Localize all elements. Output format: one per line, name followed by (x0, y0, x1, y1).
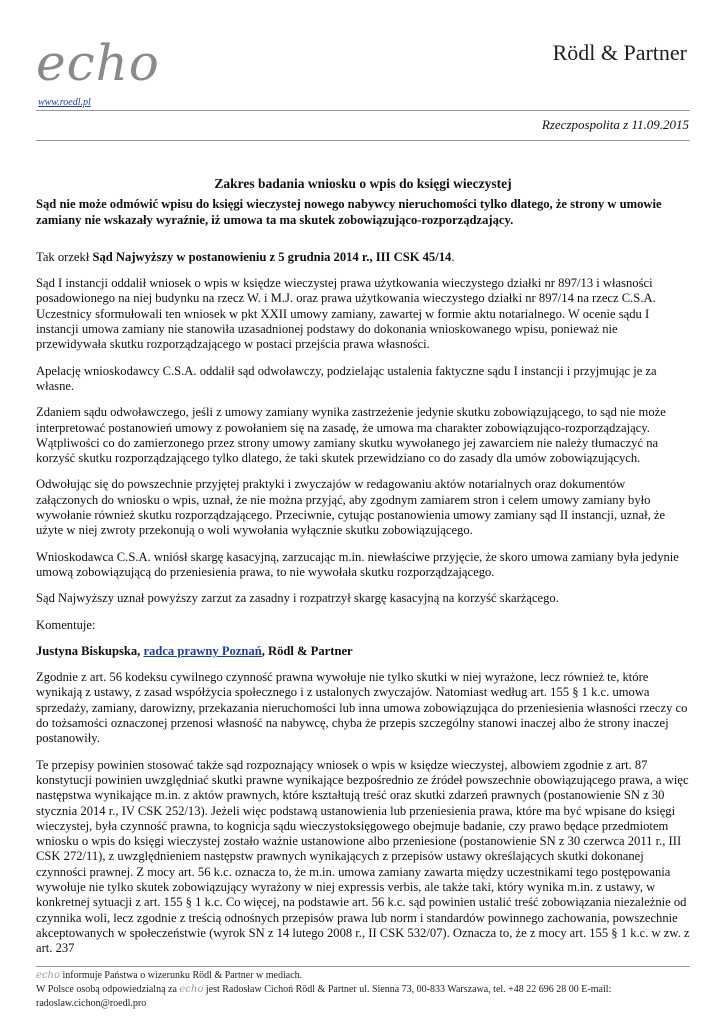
paragraph: Sąd I instancji oddalił wniosek o wpis w księdze wieczystej prawa użytkowania wieczystego działki nr 897/13 i własności posadowionego na niej budynku na rzecz W. i M.J. oraz prawa użytkowania wieczystego działki nr 897/14 na rzecz C.S.A. Uczestnicy sformułowali ten wniosek w pkt XXII umowy zamiany, zawartej w formie aktu notarialnego. W ocenie sądu I instancji umowa zamiany nie stanowiła uzasadnionej podstawy do dokonania wnioskowanego wpisu, ponieważ nie przewidywała skutku rozporządzającego w postaci przejścia prawa własności. (36, 276, 656, 352)
paragraph: Zdaniem sądu odwoławczego, jeśli z umowy zamiany wynika zastrzeżenie jedynie skutku zobowiązującego, to sąd nie może interpretować postanowień umowy z powołaniem się na zasadę, że umowa ma charakter zobowiązująco-rozporządzający. Wątpliwości co do zamierzonego przez strony umowy zamiany skutku wywołanego jej zawarciem nie należy tłumaczyć na korzyść skutku rozporządzającego tylko dlatego, że taki skutek przewidziano co do zasady dla umów zobowiązujących. (36, 405, 666, 466)
paragraph: Odwołując się do powszechnie przyjętej praktyki i zwyczajów w redagowaniu aktów notarialnych oraz dokumentów załączonych do wniosku o wpis, uznał, że nie można przyjąć, aby zgodnym zamiarem stron i celem umowy zamiany było wywołanie również skutku rozporządzającego. Przeciwnie, cytując postanowienia umowy zamiany sąd II instancji, uznał, że użyte w niej zwroty przekonują o woli wywołania wyłącznie skutku zobowiązującego. (36, 477, 666, 538)
comment-intro: Komentuje: (36, 617, 96, 632)
court-reference: Sąd Najwyższy w postanowieniu z 5 grudnia 2014 r., III CSK 45/14 (92, 249, 452, 264)
footer (36, 969, 690, 1011)
header-divider (36, 110, 690, 111)
echo-mini-logo: echo (179, 984, 204, 995)
paragraph: Apelację wnioskodawcy C.S.A. oddalił sąd odwoławczy, podzielając ustalenia faktyczne sądu I instancji i przyjmując je za własne. (36, 363, 657, 393)
comment-paragraph: Zgodnie z art. 56 kodeksu cywilnego czynność prawna wywołuje nie tylko skutki w niej wyrażone, lecz również te, które wynikają z ustawy, z zasad współżycia społecznego i z ustalonych zwyczajów. Natomiast według art. 155 § 1 k.c. umowa sprzedaży, zamiany, darowizny, przekazania nieruchomości lub inna umowa zobowiązująca do przeniesienia własności rzeczy co do tożsamości oznaczonej przenosi własność na nabywcę, chyba że przepis szczególny stanowi inaczej albo że strony inaczej postanowiły. (36, 670, 688, 746)
echo-mini-logo: echo (36, 970, 60, 981)
website-link[interactable]: www.roedl.pl (38, 97, 91, 108)
paragraph-ruling: Tak orzekł Sąd Najwyższy w postanowieniu z 5 grudnia 2014 r., III CSK 45/14. (36, 249, 455, 264)
source-divider (36, 140, 690, 141)
article-title: Zakres badania wniosku o wpis do księgi wieczystej (214, 176, 512, 191)
author-line: Justyna Biskupska, radca prawny Poznań, Rödl & Partner (36, 643, 353, 658)
author-profile-link[interactable]: radca prawny Poznań (143, 643, 262, 658)
paragraph: Wnioskodawca C.S.A. wniósł skargę kasacyjną, zarzucając m.in. niewłaściwe przyjęcie, że skoro umowa zamiany była jedynie umową zobowiązującą do przeniesienia prawa, to nie wywołała skutku rozporządzającego. (36, 549, 679, 579)
article-lead: Sąd nie może odmówić wpisu do księgi wieczystej nowego nabywcy nieruchomości tylko dlatego, że strony w umowie zamiany nie wskazały wyraźnie, iż umowa ta ma skutek zobowiązująco-rozporządzający. (36, 197, 662, 227)
brand-name: Rödl & Partner (552, 40, 687, 65)
paragraph: Sąd Najwyższy uznał powyższy zarzut za zasadny i rozpatrzył skargę kasacyjną na korzyść skarżącego. (36, 591, 559, 606)
article-body (36, 176, 690, 967)
footer-line-2: W Polsce osobą odpowiedzialną za echo jest Radosław Cichoń Rödl & Partner ul. Sienna 73, 00-833 Warszawa, tel. +48 22 696 28 00 E-mail: radoslaw.cichon@roedl.pro (36, 984, 612, 1009)
comment-paragraph: Te przepisy powinien stosować także sąd rozpoznający wniosek o wpis w księdze wieczystej, albowiem zgodnie z art. 87 konstytucji powinien uwzględniać skutki prawne wynikające bezpośrednio ze źródeł powszechnie obowiązującego prawa, a więc następstwa wynikające m.in. z aktów prawnych, które kształtują treść oraz skutki zdarzeń prawnych (postanowienie SN z 30 stycznia 2014 r., IV CSK 252/13). Jeżeli więc podstawą ustanowienia lub przeniesienia prawa, które ma być wpisane do księgi wieczystej, była czynność prawna, to kognicja sądu wieczystoksięgowego obejmuje badanie, czy prawo będące przedmiotem wniosku o wpis do księgi wieczystej zostało ważnie ustanowione albo przeniesione (postanowienie SN z 30 czerwca 2011 r., III CSK 272/11), z uwzględnieniem następstw prawnych wynikających z przepisów ustawy określających skutki dokonanej czynności prawnej. Z mocy art. 56 k.c. oznacza to, że m.in. umowa zamiany zawarta między uczestnikami tego postępowania wywołuje nie tylko skutek zobowiązujący wyrażony w niej expressis verbis, ale także taki, który wynika m.in. z ustawy, w konkretnej sytuacji z art. 155 § 1 k.c. Co więcej, na podstawie art. 56 k.c. sąd powinien ustalić treść zobowiązania niezależnie od czynnika woli, lecz zgodnie z treścią odnośnych przepisów prawa lub norm i standardów powinnego zachowania, powszechnie akceptowanych w społeczeństwie (wyrok SN z 14 lutego 2008 r., II CSK 532/07). Oznacza to, że z mocy art. 155 § 1 k.c. w zw. z art. 237 (36, 757, 690, 956)
footer-divider (36, 966, 690, 967)
source-line: Rzeczpospolita z 11.09.2015 (541, 117, 689, 132)
echo-logo: echo (36, 34, 160, 92)
footer-line-1: echo informuje Państwa o wizerunku Rödl & Partner w mediach. (36, 970, 303, 981)
